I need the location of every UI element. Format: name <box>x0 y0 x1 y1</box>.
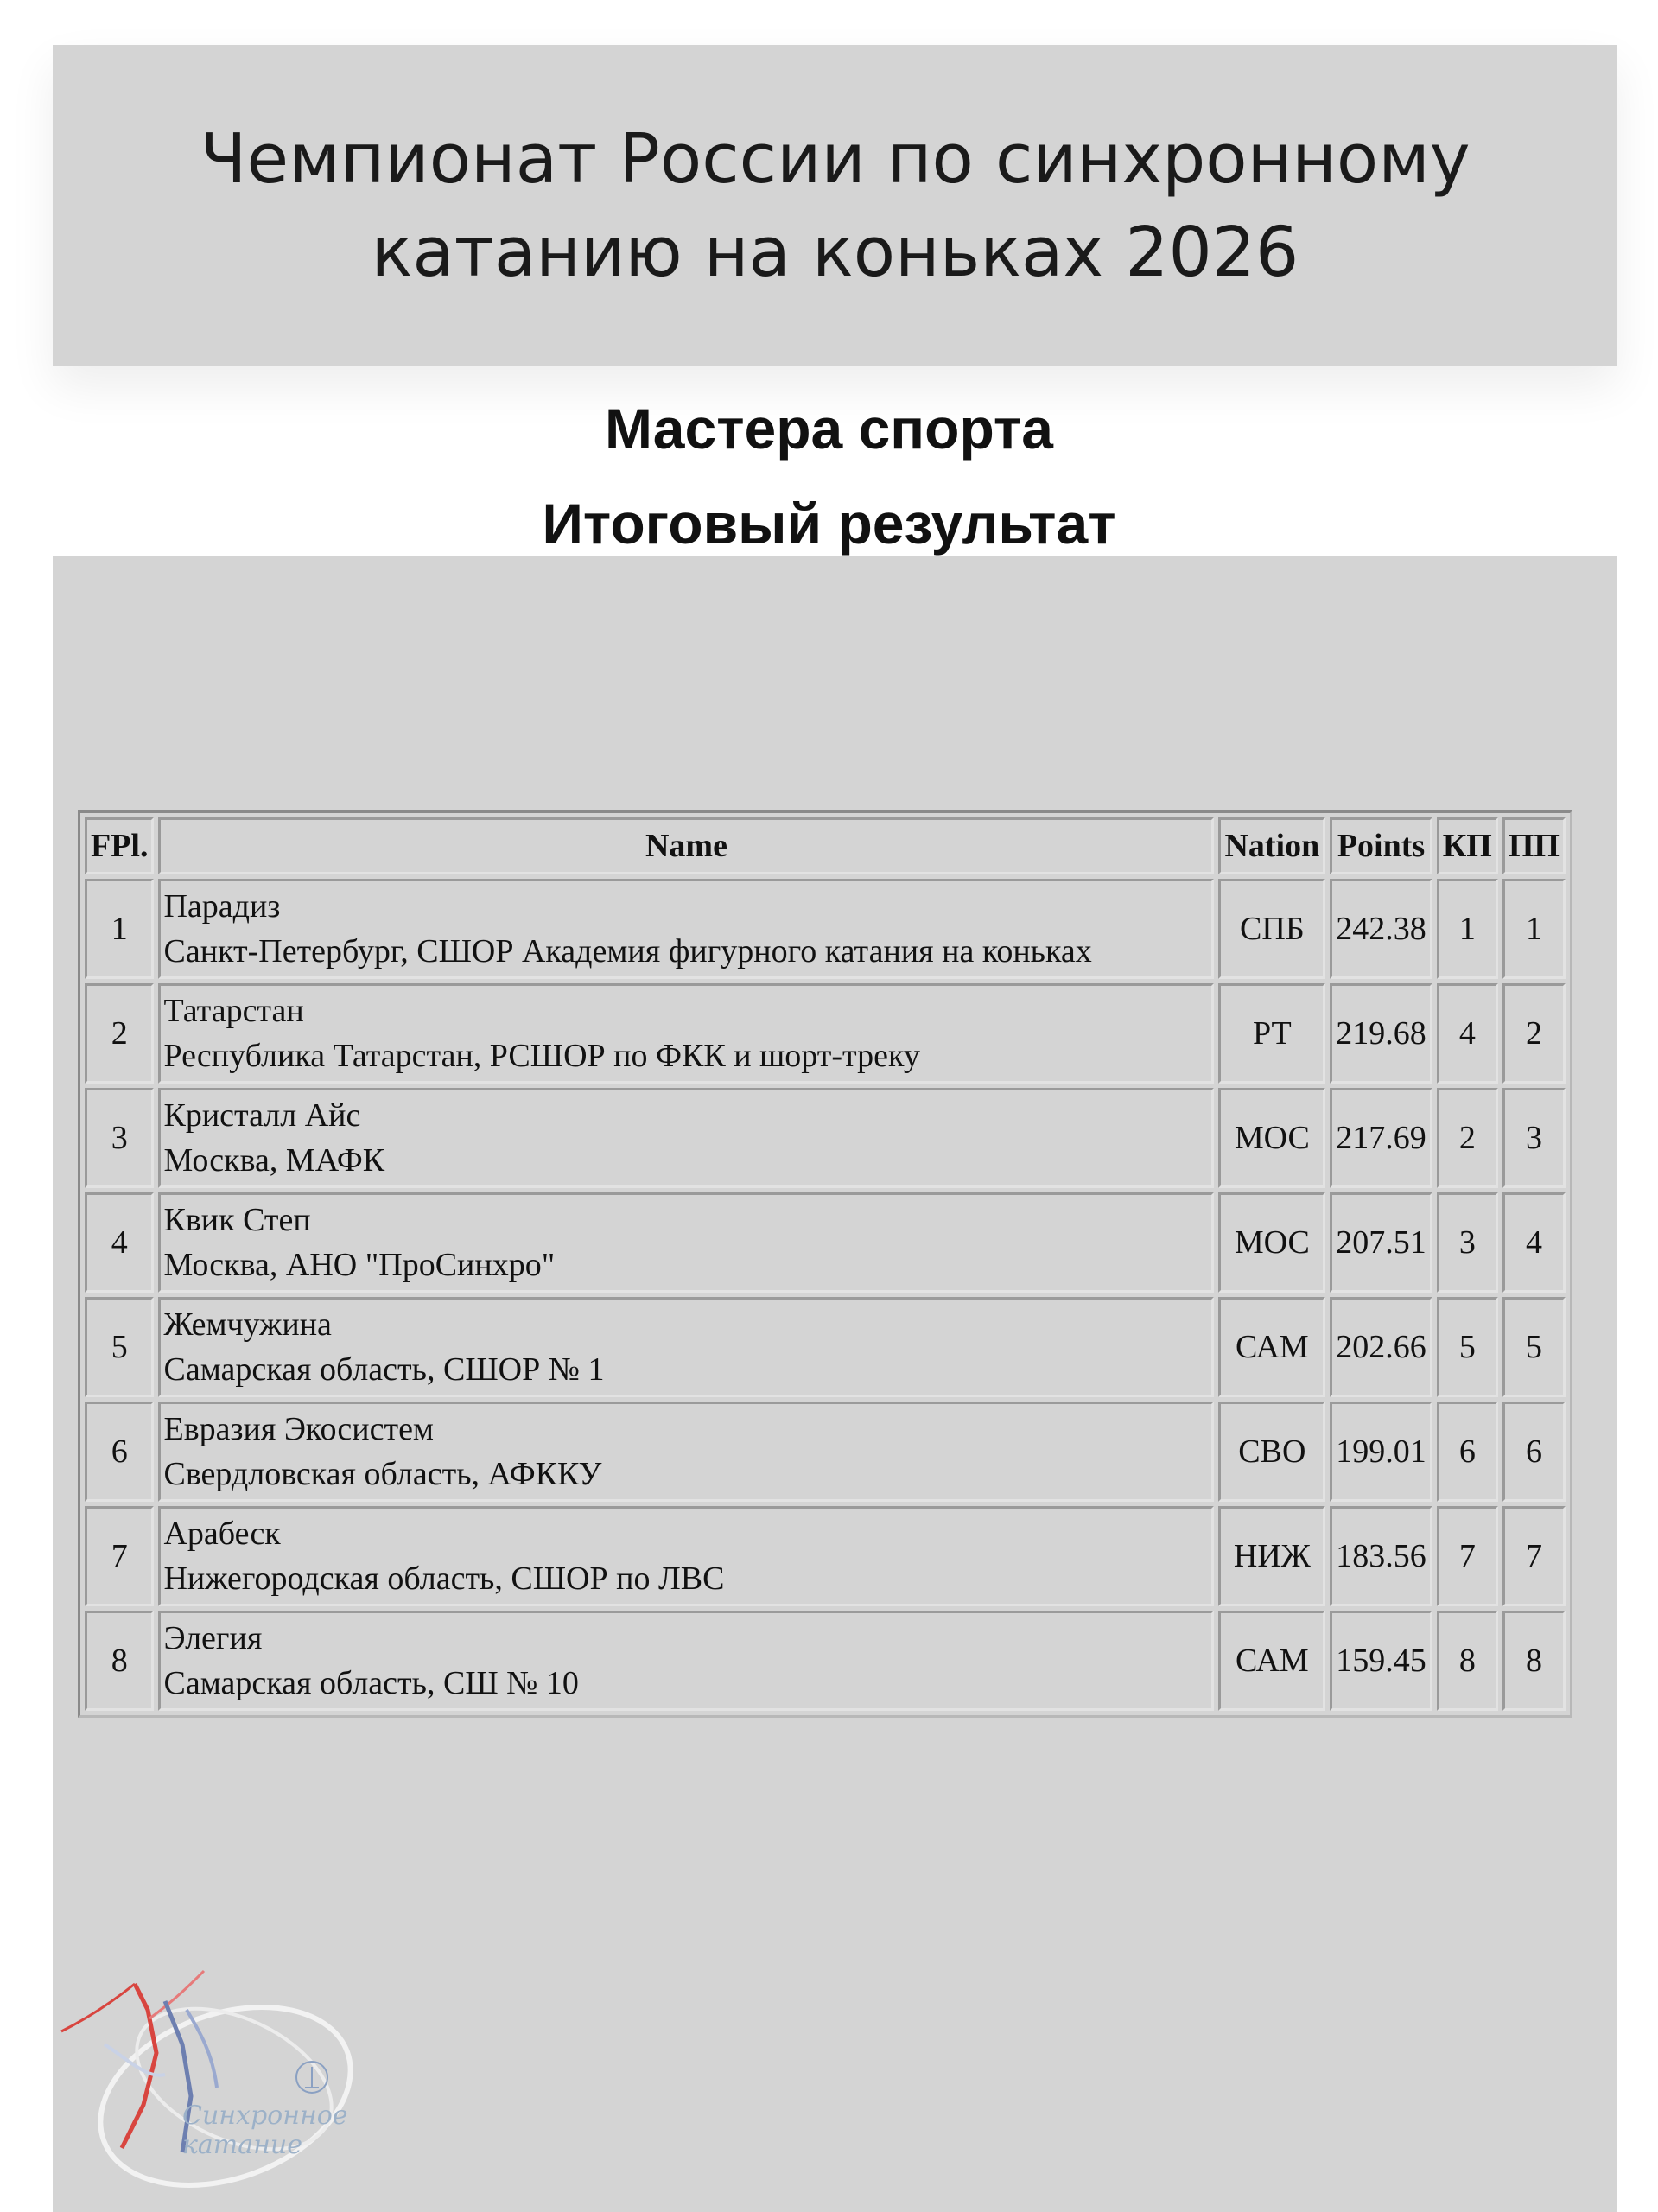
place-cell: 6 <box>85 1402 154 1502</box>
pp-cell: 7 <box>1502 1506 1566 1606</box>
kp-cell: 6 <box>1437 1402 1498 1502</box>
name-cell <box>158 1506 1214 1606</box>
name-cell <box>158 1297 1214 1397</box>
column-header-points: Points <box>1330 817 1432 874</box>
place-cell: 1 <box>85 879 154 979</box>
pp-cell: 6 <box>1502 1402 1566 1502</box>
team-name: Жемчужина <box>163 1306 332 1343</box>
table-header-row <box>85 817 1566 874</box>
kp-cell: 3 <box>1437 1192 1498 1293</box>
kp-cell: 8 <box>1437 1611 1498 1711</box>
pp-cell: 8 <box>1502 1611 1566 1711</box>
nation-cell: НИЖ <box>1218 1506 1325 1606</box>
place-cell: 7 <box>85 1506 154 1606</box>
kp-cell: 1 <box>1437 879 1498 979</box>
name-cell <box>158 879 1214 979</box>
team-name: Евразия Экосистем <box>163 1411 434 1447</box>
team-name: Элегия <box>163 1620 263 1656</box>
place-cell: 5 <box>85 1297 154 1397</box>
team-name: Квик Степ <box>163 1202 311 1238</box>
kp-cell: 2 <box>1437 1088 1498 1188</box>
table-row <box>85 1297 1566 1397</box>
points-cell: 199.01 <box>1330 1402 1432 1502</box>
club-name: Свердловская область, АФККУ <box>163 1456 602 1492</box>
logo-text-line1: Синхронное <box>182 2101 348 2131</box>
column-header-kp: КП <box>1437 817 1498 874</box>
points-cell: 217.69 <box>1330 1088 1432 1188</box>
kp-cell: 5 <box>1437 1297 1498 1397</box>
nation-cell: РТ <box>1218 983 1325 1084</box>
column-header-name: Name <box>158 817 1214 874</box>
pp-cell: 5 <box>1502 1297 1566 1397</box>
name-cell <box>158 983 1214 1084</box>
club-name: Самарская область, СШ № 10 <box>163 1665 579 1701</box>
points-cell: 183.56 <box>1330 1506 1432 1606</box>
column-header-nation: Nation <box>1218 817 1325 874</box>
pp-cell: 4 <box>1502 1192 1566 1293</box>
team-name: Арабеск <box>163 1516 281 1552</box>
kp-cell: 7 <box>1437 1506 1498 1606</box>
name-cell <box>158 1088 1214 1188</box>
results-panel <box>53 556 1617 2212</box>
page-title: Чемпионат России по синхронному катанию на коньках 2026 <box>200 119 1471 292</box>
points-cell: 159.45 <box>1330 1611 1432 1711</box>
nation-cell: САМ <box>1218 1611 1325 1711</box>
logo-text-line2: катание <box>182 2130 302 2160</box>
table-row <box>85 983 1566 1084</box>
results-table <box>78 810 1572 1718</box>
points-cell: 219.68 <box>1330 983 1432 1084</box>
club-name: Москва, АНО "ПроСинхро" <box>163 1247 556 1283</box>
kp-cell: 4 <box>1437 983 1498 1084</box>
team-name: Кристалл Айс <box>163 1097 361 1134</box>
points-cell: 202.66 <box>1330 1297 1432 1397</box>
pp-cell: 2 <box>1502 983 1566 1084</box>
column-header-pp: ПП <box>1502 817 1566 874</box>
table-row <box>85 1506 1566 1606</box>
table-row <box>85 879 1566 979</box>
synchronized-skating-logo <box>53 1949 416 2209</box>
name-cell <box>158 1402 1214 1502</box>
pp-cell: 1 <box>1502 879 1566 979</box>
club-name: Москва, МАФК <box>163 1142 385 1179</box>
club-name: Республика Татарстан, РСШОР по ФКК и шорт-треку <box>163 1038 920 1074</box>
team-name: Парадиз <box>163 888 281 925</box>
logo-text <box>182 2101 348 2160</box>
table-row <box>85 1192 1566 1293</box>
result-heading: Итоговый результат <box>542 492 1116 556</box>
name-cell <box>158 1611 1214 1711</box>
club-name: Нижегородская область, СШОР по ЛВС <box>163 1560 725 1597</box>
place-cell: 3 <box>85 1088 154 1188</box>
nation-cell: МОС <box>1218 1192 1325 1293</box>
table-row <box>85 1611 1566 1711</box>
nation-cell: МОС <box>1218 1088 1325 1188</box>
place-cell: 8 <box>85 1611 154 1711</box>
table-row <box>85 1402 1566 1502</box>
nation-cell: САМ <box>1218 1297 1325 1397</box>
club-name: Санкт-Петербург, СШОР Академия фигурного катания на коньках <box>163 933 1092 969</box>
points-cell: 207.51 <box>1330 1192 1432 1293</box>
points-cell: 242.38 <box>1330 879 1432 979</box>
pp-cell: 3 <box>1502 1088 1566 1188</box>
title-banner <box>53 45 1617 366</box>
place-cell: 4 <box>85 1192 154 1293</box>
column-header-place: FPl. <box>85 817 154 874</box>
table-row <box>85 1088 1566 1188</box>
club-name: Самарская область, СШОР № 1 <box>163 1351 605 1388</box>
nation-cell: СПБ <box>1218 879 1325 979</box>
nation-cell: СВО <box>1218 1402 1325 1502</box>
team-name: Татарстан <box>163 993 304 1029</box>
name-cell <box>158 1192 1214 1293</box>
place-cell: 2 <box>85 983 154 1084</box>
category-heading: Мастера спорта <box>605 397 1053 461</box>
results-body <box>85 879 1566 1711</box>
